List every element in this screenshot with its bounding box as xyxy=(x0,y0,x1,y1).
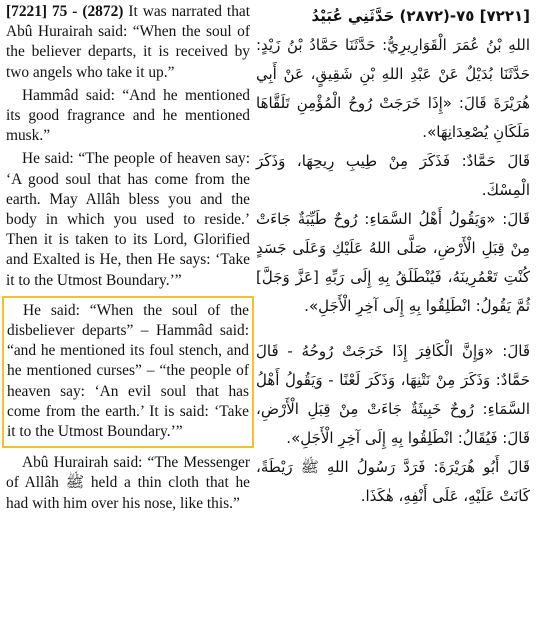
highlighted-passage xyxy=(2,296,254,448)
arabic-para-5: قَالَ أَبُو هُرَيْرَةَ: فَرَدَّ رَسُولُ اللهِ ﷺ رَيْطَةً، كَانَتْ عَلَيْهِ، عَلَى أَنْفِهِ، هٰكَذَا. xyxy=(256,458,530,505)
arabic-column xyxy=(256,2,530,511)
english-para-3: He said: “The people of heaven say: ‘A good soul that has come from the earth. May Allâh bless you and the body in which you used to reside.’ Then it is taken to its Lord, Glorified and Exalted is He, then He says: ‘Take it to the Utmost Boundary.’” xyxy=(6,150,250,289)
english-para-1 xyxy=(6,2,250,83)
english-para-5: Abû Hurairah said: “The Messenger of Allâh ﷺ held a thin cloth that he had with him over his nose, like this.” xyxy=(6,454,250,512)
arabic-para-4: قَالَ: «وَإِنَّ الْكَافِرَ إِذَا خَرَجَتْ رُوحُهُ - قَالَ حَمَّادٌ: وَذَكَرَ مِنْ نَتْنِهَا، وَذَكَرَ لَعْنًا - وَيَقُولُ أَهْلُ السَّمَاءِ: رُوحٌ خَبِيثَةٌ جَاءَتْ مِنْ قِبَلِ الْأَرْضِ، قَالَ: فَيُقَالُ: انْطَلِقُوا بِهِ إِلَى آخِرِ الْأَجَلِ». xyxy=(256,342,530,447)
hadith-reference: [7221] 75 - (2872) xyxy=(6,3,124,20)
arabic-para-3: قَالَ: «وَيَقُولُ أَهْلُ السَّمَاءِ: رُوحٌ طَيِّبَةٌ جَاءَتْ مِنْ قِبَلِ الْأَرْضِ، صَلَّى اللهُ عَلَيْكِ وَعَلَى جَسَدٍ كُنْتِ تَعْمُرِينَهُ، فَيُنْطَلَقُ بِهِ إِلَى رَبِّهِ [عَزَّ وَجَلَّ] ثُمَّ يَقُولُ: انْطَلِقُوا بِهِ إِلَى آخِرِ الْأَجَلِ». xyxy=(256,210,530,315)
english-para-4: He said: “When the soul of the disbeliever departs” – Hammâd said: “and he mentioned its foul stench, and he mentioned curses” – “the people of heaven say: ‘An evil soul that has come from the earth.’ It is said: ‘Take it to the Utmost Boundary.’” xyxy=(7,301,249,441)
arabic-heading: [٧٢٢١] ٧٥-(٢٨٧٢) حَدَّثَنِي عُبَيْدُ xyxy=(311,7,530,25)
english-para-2: Hammâd said: “And he mentioned its good fragrance and he mentioned musk.” xyxy=(6,86,250,145)
english-para-1-text: It was narrated that Abû Hurairah said: “When the soul of the believer departs, it is received by two angels who take it up.” xyxy=(6,3,251,81)
english-column xyxy=(6,2,250,514)
arabic-para-1: اللهِ بْنُ عُمَرَ الْقَوَارِيرِيُّ: حَدَّثَنَا حَمَّادُ بْنُ زَيْدٍ: حَدَّثَنَا بُدَيْلٌ عَنْ عَبْدِ اللهِ بْنِ شَقِيقٍ، عَنْ أَبِي هُرَيْرَةَ قَالَ: «إِذَا خَرَجَتْ رُوحُ الْمُؤْمِنِ تَلَقَّاهَا مَلَكَانِ يُصْعِدَانِهَا». xyxy=(256,36,530,141)
arabic-para-2: قَالَ حَمَّادٌ: فَذَكَرَ مِنْ طِيبِ رِيحِهَا، وَذَكَرَ الْمِسْكَ. xyxy=(256,152,530,199)
